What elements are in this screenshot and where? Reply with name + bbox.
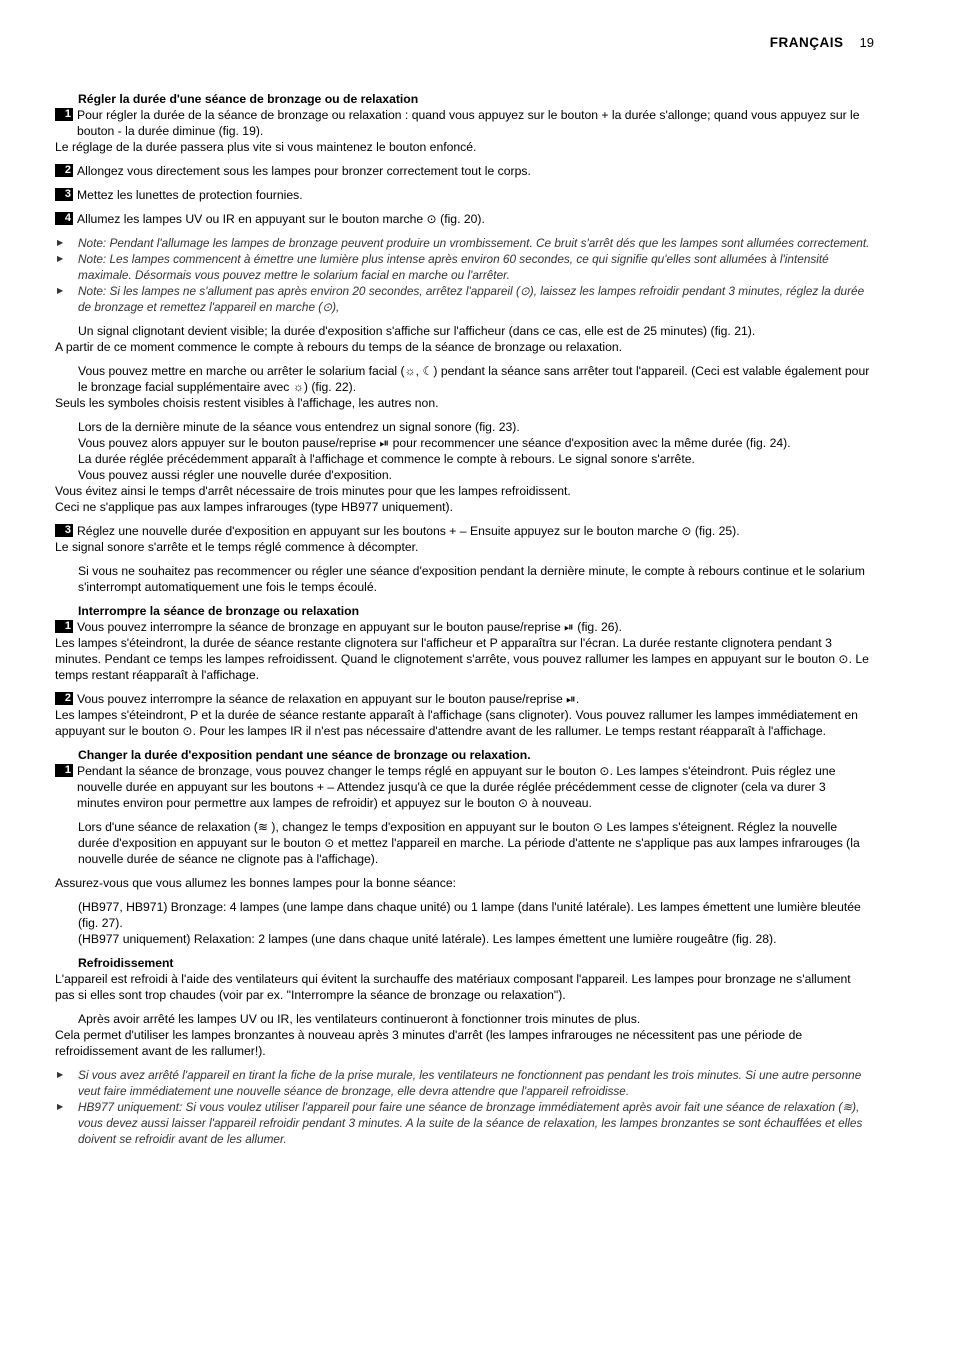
step-item (55, 691, 870, 707)
step-text: Vous pouvez interrompre la séance de bronzage en appuyant sur le bouton pause/reprise ⏯ (fig. 26). (77, 620, 622, 634)
step-item (55, 163, 870, 179)
step-number-badge: 4 (55, 212, 73, 225)
paragraph: Le réglage de la durée passera plus vite si vous maintenez le bouton enfoncé. (55, 140, 477, 154)
note-text: Note: Les lampes commencent à émettre une lumière plus intense après environ 60 secondes, ce qui signifie qu'elles sont allumées à l'intensité maximale. Désormais vous pouvez mettre le solarium facial en marche ou l'arrêter. (78, 252, 829, 282)
paragraph: Vous pouvez mettre en marche ou arrêter le solarium facial (☼, ☾) pendant la séance sans arrêter tout l'appareil. (Ceci est valable également pour le bronzage facial supplémentaire avec ☼) (fig. 22). (78, 364, 870, 394)
paragraph: Seuls les symboles choisis restent visibles à l'affichage, les autres non. (55, 396, 439, 410)
paragraph: Les lampes s'éteindront, P et la durée de séance restante apparaît à l'affichage (sans clignoter). Vous pouvez rallumer les lampes immédiatement en appuyant sur le bouton ⊙. Pour les lampes IR il n'est pas nécessaire d'attendre avant de les rallumer. Le temps restant réapparaît à l'affichage. (55, 708, 858, 738)
step-number-badge: 1 (55, 620, 73, 633)
step-item (55, 523, 870, 539)
step-item (55, 763, 870, 811)
bullet-arrow-icon: ▶ (57, 1070, 64, 1079)
step-number-badge: 2 (55, 692, 73, 705)
step-text: Allongez vous directement sous les lampes pour bronzer correctement tout le corps. (77, 164, 531, 178)
step-number-badge: 2 (55, 164, 73, 177)
note-text: Note: Si les lampes ne s'allument pas après environ 20 secondes, arrêtez l'appareil (⊙), laissez les lampes refroidir pendant 3 minutes, réglez la durée de bronzage et remettez l'appareil en marche (⊙), (78, 284, 865, 314)
paragraph: Assurez-vous que vous allumez les bonnes lampes pour la bonne séance: (55, 876, 457, 890)
paragraph: La durée réglée précédemment apparaît à l'affichage et commence le compte à rebours. Le signal sonore s'arrête. (78, 452, 695, 466)
step-text: Pendant la séance de bronzage, vous pouvez changer le temps réglé en appuyant sur le bouton ⊙. Les lampes s'éteindront. Puis réglez une nouvelle durée en appuyant sur les boutons + – Attendez jusqu'à ce que la durée réglée précédemment cesse de clignoter (cela va durer 3 minutes environ pour permettre aux lampes de refroidir) et appuyez sur le bouton ⊙ à nouveau. (77, 764, 836, 810)
paragraph: Cela permet d'utiliser les lampes bronzantes à nouveau après 3 minutes d'arrêt (les lampes infrarouges ne nécessitent pas une période de refroidissement avant de les rallumer!). (55, 1028, 803, 1058)
page-header (770, 35, 874, 50)
note-text: HB977 uniquement: Si vous voulez utiliser l'appareil pour faire une séance de bronzage immédiatement après avoir fait une séance de relaxation (≋), vous devez aussi laisser l'appareil refroidir pendant 3 minutes. A la suite de la séance de relaxation, les lampes bronzantes se sont échauffées et elles doivent se refroidir avant de les allumer. (78, 1100, 863, 1146)
paragraph: Un signal clignotant devient visible; la durée d'exposition s'affiche sur l'afficheur (dans ce cas, elle est de 25 minutes) (fig. 21). (78, 324, 756, 338)
step-number-badge: 1 (55, 764, 73, 777)
note-text: Si vous avez arrêté l'appareil en tirant la fiche de la prise murale, les ventilateurs ne fonctionnent pas pendant les trois minutes. Si une autre personne veut faire immédiatement une nouvelle séance de bronzage, elle devra attendre que l'appareil refroidisse. (78, 1068, 862, 1098)
note-item (55, 1099, 870, 1147)
paragraph: Vous pouvez aussi régler une nouvelle durée d'exposition. (78, 468, 392, 482)
note-item (55, 235, 870, 251)
step-item (55, 619, 870, 635)
paragraph: Le signal sonore s'arrête et le temps réglé commence à décompter. (55, 540, 419, 554)
step-text: Vous pouvez interrompre la séance de relaxation en appuyant sur le bouton pause/reprise ⏯. (77, 692, 580, 706)
paragraph: Ceci ne s'applique pas aux lampes infrarouges (type HB977 uniquement). (55, 500, 453, 514)
step-number-badge: 3 (55, 188, 73, 201)
paragraph: Les lampes s'éteindront, la durée de séance restante clignotera sur l'afficheur et P apparaîtra sur l'écran. La durée restante clignotera pendant 3 minutes. Pendant ce temps les lampes refroidissent. Quand le clignotement s'arrête, vous pouvez rallumer les lampes en appuyant sur le bouton ⊙. Le temps restant réapparaît à l'affichage. (55, 636, 869, 682)
bullet-arrow-icon: ▶ (57, 254, 64, 263)
step-text: Réglez une nouvelle durée d'exposition en appuyant sur les boutons + – Ensuite appuyez sur le bouton marche ⊙ (fig. 25). (77, 524, 740, 538)
note-item (55, 251, 870, 283)
paragraph: Après avoir arrêté les lampes UV ou IR, les ventilateurs continueront à fonctionner trois minutes de plus. (78, 1012, 641, 1026)
note-item (55, 1067, 870, 1099)
note-item (55, 283, 870, 315)
step-text: Mettez les lunettes de protection fournies. (77, 188, 303, 202)
bullet-arrow-icon: ▶ (57, 238, 64, 247)
paragraph: Vous évitez ainsi le temps d'arrêt nécessaire de trois minutes pour que les lampes refroidissent. (55, 484, 571, 498)
note-text: Note: Pendant l'allumage les lampes de bronzage peuvent produire un vrombissement. Ce bruit s'arrêt dés que les lampes sont allumées correctement. (78, 236, 870, 250)
paragraph: A partir de ce moment commence le compte à rebours du temps de la séance de bronzage ou relaxation. (55, 340, 623, 354)
paragraph: Vous pouvez alors appuyer sur le bouton pause/reprise ⏯ pour recommencer une séance d'exposition avec la même durée (fig. 24). (78, 436, 791, 450)
page-content (55, 91, 870, 1147)
paragraph: Lors de la dernière minute de la séance vous entendrez un signal sonore (fig. 23). (78, 420, 520, 434)
step-number-badge: 3 (55, 524, 73, 537)
step-item (55, 187, 870, 203)
step-number-badge: 1 (55, 108, 73, 121)
paragraph: L'appareil est refroidi à l'aide des ventilateurs qui évitent la surchauffe des matériaux composant l'appareil. Les lampes pour bronzage ne s'allument pas si elles sont trop chaudes (voir par ex. "Interrompre la séance de bronzage ou relaxation"). (55, 972, 851, 1002)
section-heading: Régler la durée d'une séance de bronzage ou de relaxation (78, 92, 419, 106)
section-heading: Changer la durée d'exposition pendant une séance de bronzage ou relaxation. (78, 748, 531, 762)
section-heading: Refroidissement (78, 956, 174, 970)
step-text: Allumez les lampes UV ou IR en appuyant sur le bouton marche ⊙ (fig. 20). (77, 212, 485, 226)
page-number: 19 (859, 35, 874, 50)
step-item (55, 211, 870, 227)
paragraph: (HB977, HB971) Bronzage: 4 lampes (une lampe dans chaque unité) ou 1 lampe (dans l'unité latérale). Les lampes émettent une lumière bleutée (fig. 27). (78, 900, 861, 930)
paragraph: Lors d'une séance de relaxation (≋ ), changez le temps d'exposition en appuyant sur le bouton ⊙ Les lampes s'éteignent. Réglez la nouvelle durée d'exposition en appuyant sur le bouton ⊙ et mettez l'appareil en marche. La période d'attente ne s'applique pas aux lampes infrarouges (la nouvelle durée de séance ne clignote pas à l'affichage). (78, 820, 860, 866)
language-label: FRANÇAIS (769, 35, 844, 50)
step-item (55, 107, 870, 139)
paragraph: Si vous ne souhaitez pas recommencer ou régler une séance d'exposition pendant la dernière minute, le compte à rebours continue et le solarium s'interrompt automatiquement une fois le temps écoulé. (78, 564, 865, 594)
bullet-arrow-icon: ▶ (57, 286, 64, 295)
step-text: Pour régler la durée de la séance de bronzage ou relaxation : quand vous appuyez sur le bouton + la durée s'allonge; quand vous appuyez sur le bouton - la durée diminue (fig. 19). (77, 108, 860, 138)
section-heading: Interrompre la séance de bronzage ou relaxation (78, 604, 360, 618)
paragraph: (HB977 uniquement) Relaxation: 2 lampes (une dans chaque unité latérale). Les lampes émettent une lumière rougeâtre (fig. 28). (78, 932, 777, 946)
bullet-arrow-icon: ▶ (57, 1102, 64, 1111)
